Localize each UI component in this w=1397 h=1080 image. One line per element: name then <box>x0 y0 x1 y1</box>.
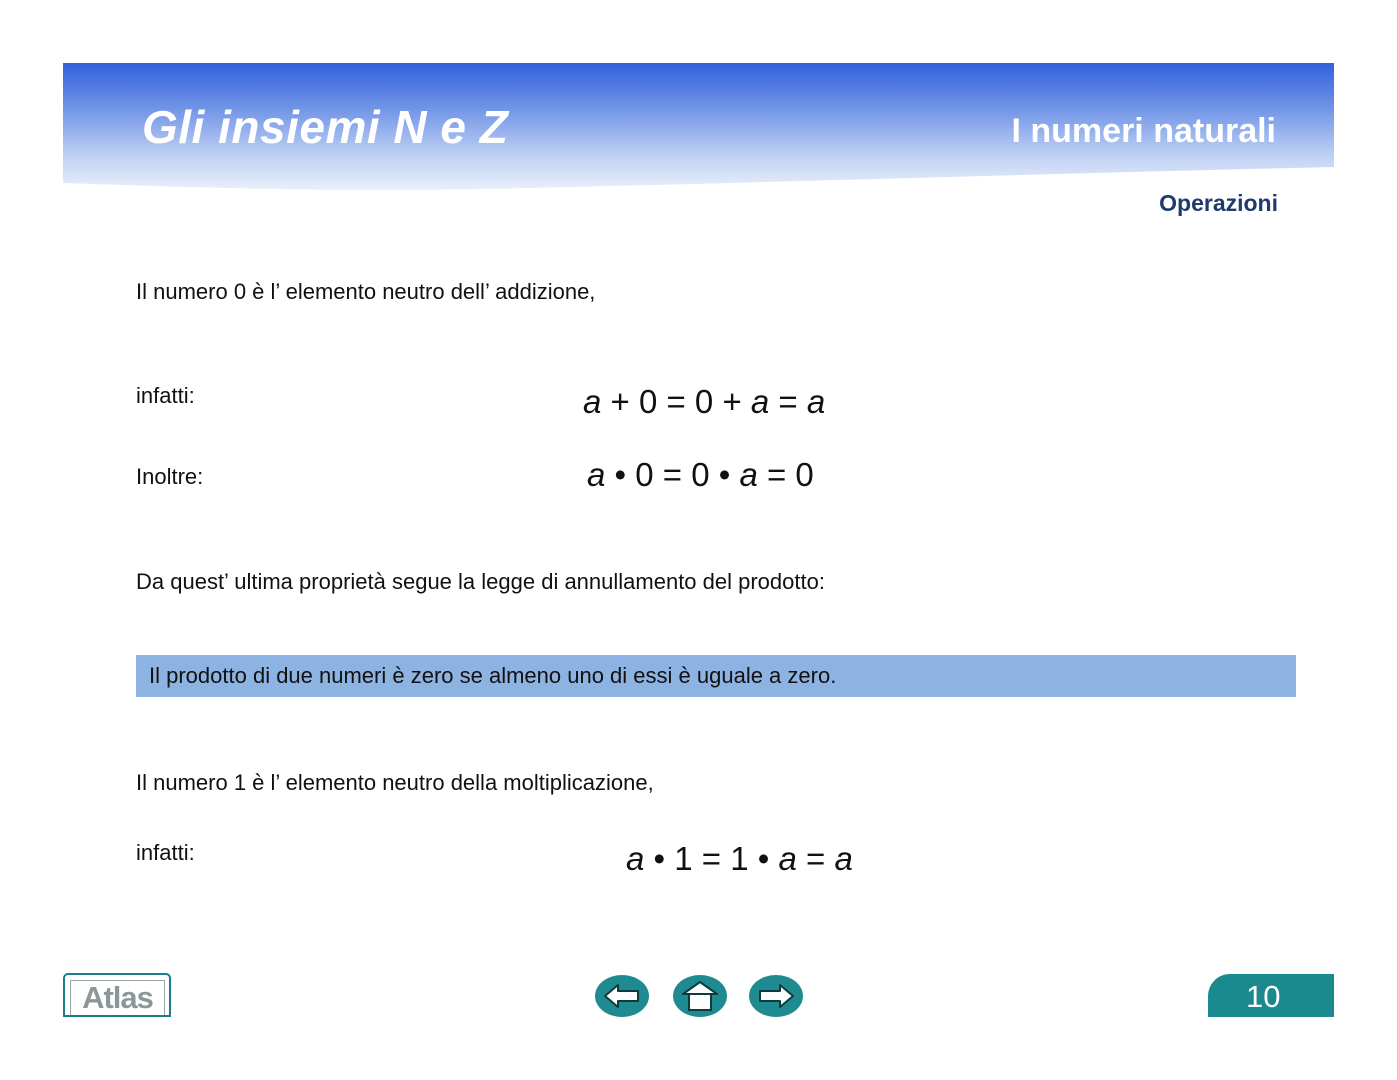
section-title: I numeri naturali <box>1011 112 1276 150</box>
home-button[interactable] <box>673 975 727 1017</box>
arrow-left-icon <box>602 982 642 1010</box>
label-infatti: infatti: <box>136 383 195 408</box>
label-infatti-2: infatti: <box>136 840 195 865</box>
arrow-right-icon <box>756 982 796 1010</box>
formula-multiplication-one: a • 1 = 1 • a = a <box>626 840 853 877</box>
subsection-title: Operazioni <box>1159 190 1278 216</box>
statement-neutral-addition: Il numero 0 è l’ elemento neutro dell’ addizione, <box>136 279 596 304</box>
page-title: Gli insiemi N e Z <box>142 101 509 153</box>
atlas-logo <box>63 973 171 1017</box>
formula-addition: a + 0 = 0 + a = a <box>583 383 826 420</box>
label-inoltre: Inoltre: <box>136 464 204 489</box>
highlight-box: Il prodotto di due numeri è zero se almeno uno di essi è uguale a zero. <box>136 655 1296 697</box>
next-button[interactable] <box>749 975 803 1017</box>
formula-multiplication-zero: a • 0 = 0 • a = 0 <box>587 456 814 493</box>
previous-button[interactable] <box>595 975 649 1017</box>
page-number: 10 <box>1208 974 1334 1017</box>
logo-text: Atlas <box>82 980 153 1015</box>
statement-annulment-law: Da quest’ ultima proprietà segue la legge di annullamento del prodotto: <box>136 569 825 594</box>
statement-neutral-multiplication: Il numero 1 è l’ elemento neutro della moltiplicazione, <box>136 770 654 795</box>
home-icon <box>680 979 720 1013</box>
